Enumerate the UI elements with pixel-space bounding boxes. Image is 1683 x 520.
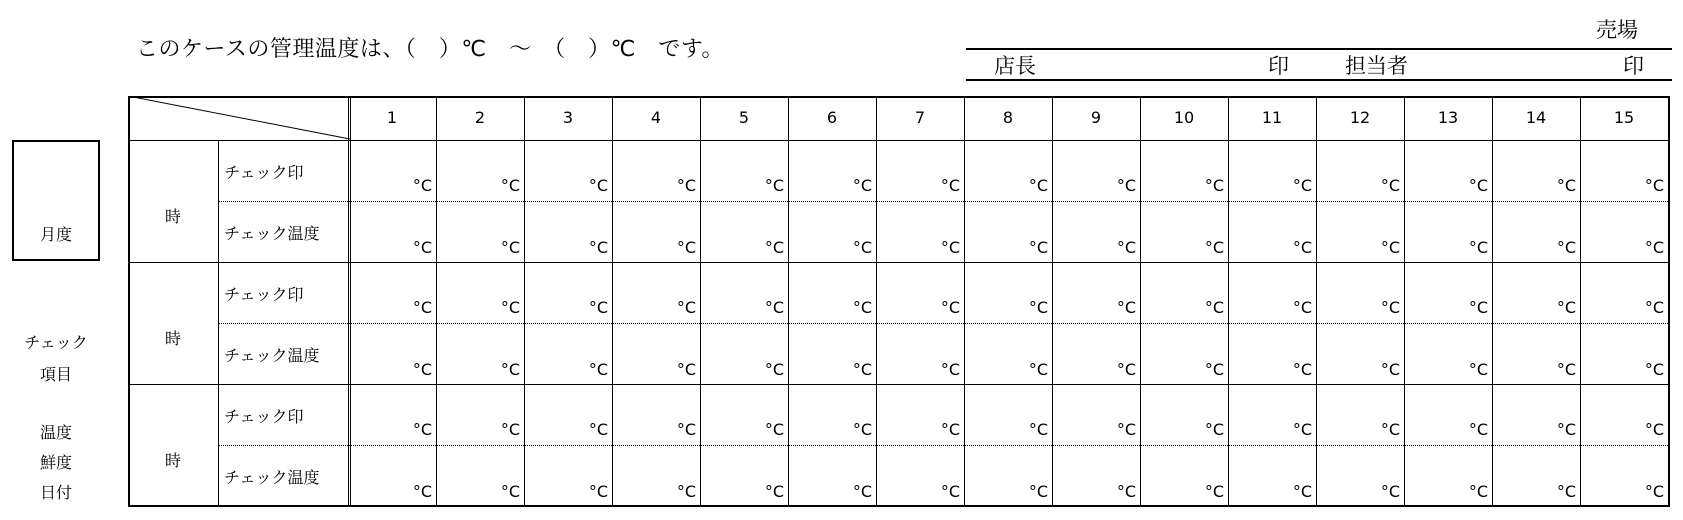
stamp-cell-degree[interactable]: °C	[676, 176, 696, 195]
stamp-cell-degree[interactable]: °C	[852, 420, 872, 439]
person-stamp-label: 印	[1623, 54, 1644, 78]
check-temperature-label: チェック温度	[224, 468, 320, 487]
stamp-cell-degree[interactable]: °C	[1028, 298, 1048, 317]
check-temperature-label: チェック温度	[224, 224, 320, 243]
temperature-cell-degree[interactable]: °C	[1292, 238, 1312, 257]
stamp-cell-degree[interactable]: °C	[940, 176, 960, 195]
stamp-cell-degree[interactable]: °C	[852, 176, 872, 195]
stamp-cell-degree[interactable]: °C	[1028, 176, 1048, 195]
temperature-cell-degree[interactable]: °C	[500, 482, 520, 501]
stamp-cell-degree[interactable]: °C	[1204, 176, 1224, 195]
day-column-divider	[1316, 96, 1317, 507]
temperature-cell-degree[interactable]: °C	[1292, 482, 1312, 501]
temperature-cell-degree[interactable]: °C	[1644, 360, 1664, 379]
temperature-cell-degree[interactable]: °C	[852, 360, 872, 379]
day-column-divider	[1140, 96, 1141, 507]
stamp-cell-degree[interactable]: °C	[1380, 298, 1400, 317]
stamp-cell-degree[interactable]: °C	[1204, 298, 1224, 317]
temperature-cell-degree[interactable]: °C	[1116, 482, 1136, 501]
temperature-cell-degree[interactable]: °C	[676, 238, 696, 257]
stamp-cell-degree[interactable]: °C	[412, 176, 432, 195]
temperature-cell-degree[interactable]: °C	[412, 360, 432, 379]
temperature-cell-degree[interactable]: °C	[676, 360, 696, 379]
stamp-cell-degree[interactable]: °C	[412, 298, 432, 317]
day-column-divider	[1052, 96, 1053, 507]
label-day-divider	[348, 96, 351, 507]
time-block-divider	[128, 384, 1670, 385]
temperature-cell-degree[interactable]: °C	[1028, 360, 1048, 379]
temperature-cell-degree[interactable]: °C	[412, 238, 432, 257]
hour-label: 時	[164, 329, 181, 348]
stamp-cell-degree[interactable]: °C	[1116, 298, 1136, 317]
temperature-cell-degree[interactable]: °C	[1468, 360, 1488, 379]
stamp-cell-degree[interactable]: °C	[1292, 420, 1312, 439]
temperature-cell-degree[interactable]: °C	[1292, 360, 1312, 379]
stamp-cell-degree[interactable]: °C	[1468, 298, 1488, 317]
day-header: 9	[1090, 108, 1102, 127]
signature-line-top	[966, 48, 1672, 50]
stamp-cell-degree[interactable]: °C	[852, 298, 872, 317]
stamp-cell-degree[interactable]: °C	[588, 298, 608, 317]
check-temperature-label: チェック温度	[224, 346, 320, 365]
stamp-cell-degree[interactable]: °C	[500, 176, 520, 195]
hour-column-divider	[218, 140, 219, 507]
hour-label: 時	[164, 451, 181, 470]
stamp-cell-degree[interactable]: °C	[1468, 176, 1488, 195]
temperature-cell-degree[interactable]: °C	[1644, 238, 1664, 257]
day-column-divider	[1228, 96, 1229, 507]
temperature-range-statement: このケースの管理温度は、（ ）℃ ～ （ ）℃ です。	[136, 37, 725, 62]
temperature-cell-degree[interactable]: °C	[500, 238, 520, 257]
day-header: 12	[1349, 108, 1371, 127]
stamp-cell-degree[interactable]: °C	[500, 298, 520, 317]
temperature-cell-degree[interactable]: °C	[1028, 482, 1048, 501]
signature-line-bottom	[966, 79, 1672, 81]
date-label: 日付	[39, 483, 72, 502]
day-column-divider	[1404, 96, 1405, 507]
stamp-cell-degree[interactable]: °C	[1116, 176, 1136, 195]
day-column-divider	[612, 96, 613, 507]
stamp-cell-degree[interactable]: °C	[412, 420, 432, 439]
stamp-cell-degree[interactable]: °C	[1204, 420, 1224, 439]
day-column-divider	[436, 96, 437, 507]
day-column-divider	[700, 96, 701, 507]
stamp-cell-degree[interactable]: °C	[1292, 298, 1312, 317]
temperature-cell-degree[interactable]: °C	[1556, 238, 1576, 257]
temperature-cell-degree[interactable]: °C	[764, 238, 784, 257]
check-item-label-line1: チェック	[24, 333, 88, 352]
stamp-cell-degree[interactable]: °C	[1380, 176, 1400, 195]
day-header: 13	[1437, 108, 1459, 127]
day-header: 11	[1261, 108, 1283, 127]
temperature-cell-degree[interactable]: °C	[1204, 482, 1224, 501]
check-stamp-label: チェック印	[224, 163, 304, 182]
temperature-cell-degree[interactable]: °C	[1204, 238, 1224, 257]
stamp-cell-degree[interactable]: °C	[1468, 420, 1488, 439]
check-stamp-label: チェック印	[224, 407, 304, 426]
stamp-cell-degree[interactable]: °C	[1556, 298, 1576, 317]
temperature-cell-degree[interactable]: °C	[940, 238, 960, 257]
temperature-cell-degree[interactable]: °C	[412, 482, 432, 501]
temperature-cell-degree[interactable]: °C	[1380, 482, 1400, 501]
temperature-cell-degree[interactable]: °C	[588, 238, 608, 257]
stamp-cell-degree[interactable]: °C	[1116, 420, 1136, 439]
day-column-divider	[964, 96, 965, 507]
manager-stamp-label: 印	[1268, 54, 1289, 78]
day-column-divider	[1492, 96, 1493, 507]
freshness-label: 鮮度	[39, 453, 72, 472]
person-in-charge-label: 担当者	[1345, 54, 1408, 78]
temperature-cell-degree[interactable]: °C	[1468, 238, 1488, 257]
day-header: 4	[650, 108, 662, 127]
stamp-cell-degree[interactable]: °C	[588, 420, 608, 439]
stamp-cell-degree[interactable]: °C	[940, 298, 960, 317]
day-column-divider	[876, 96, 877, 507]
stamp-cell-degree[interactable]: °C	[1028, 420, 1048, 439]
stamp-cell-degree[interactable]: °C	[764, 420, 784, 439]
temperature-cell-degree[interactable]: °C	[1380, 360, 1400, 379]
header-row-divider	[128, 140, 1670, 141]
check-item-label-line2: 項目	[39, 365, 72, 384]
day-header: 15	[1613, 108, 1635, 127]
day-header: 5	[738, 108, 750, 127]
temperature-cell-degree[interactable]: °C	[852, 482, 872, 501]
stamp-cell-degree[interactable]: °C	[1556, 176, 1576, 195]
temperature-cell-degree[interactable]: °C	[1468, 482, 1488, 501]
temperature-cell-degree[interactable]: °C	[588, 482, 608, 501]
temperature-cell-degree[interactable]: °C	[940, 482, 960, 501]
stamp-cell-degree[interactable]: °C	[676, 420, 696, 439]
month-label: 月度	[39, 225, 72, 244]
stamp-cell-degree[interactable]: °C	[588, 176, 608, 195]
temperature-cell-degree[interactable]: °C	[764, 360, 784, 379]
stamp-cell-degree[interactable]: °C	[764, 298, 784, 317]
temperature-cell-degree[interactable]: °C	[764, 482, 784, 501]
day-header: 3	[562, 108, 574, 127]
time-block-divider	[128, 262, 1670, 263]
store-manager-label: 店長	[994, 54, 1036, 78]
day-header: 7	[914, 108, 926, 127]
day-header: 10	[1173, 108, 1195, 127]
day-column-divider	[1580, 96, 1581, 507]
stamp-cell-degree[interactable]: °C	[764, 176, 784, 195]
day-header: 2	[474, 108, 486, 127]
day-header: 8	[1002, 108, 1014, 127]
temperature-cell-degree[interactable]: °C	[1204, 360, 1224, 379]
temperature-cell-degree[interactable]: °C	[588, 360, 608, 379]
temperature-cell-degree[interactable]: °C	[852, 238, 872, 257]
stamp-cell-degree[interactable]: °C	[1556, 420, 1576, 439]
day-column-divider	[788, 96, 789, 507]
header-diagonal-line	[128, 96, 352, 141]
stamp-cell-degree[interactable]: °C	[500, 420, 520, 439]
temperature-cell-degree[interactable]: °C	[1380, 238, 1400, 257]
stamp-cell-degree[interactable]: °C	[1380, 420, 1400, 439]
temperature-cell-degree[interactable]: °C	[1116, 238, 1136, 257]
temperature-cell-degree[interactable]: °C	[1556, 482, 1576, 501]
stamp-cell-degree[interactable]: °C	[676, 298, 696, 317]
sales-floor-label: 売場	[1596, 18, 1638, 42]
temperature-cell-degree[interactable]: °C	[940, 360, 960, 379]
hour-label: 時	[164, 207, 181, 226]
stamp-cell-degree[interactable]: °C	[1292, 176, 1312, 195]
day-header: 6	[826, 108, 838, 127]
stamp-cell-degree[interactable]: °C	[1644, 298, 1664, 317]
stamp-cell-degree[interactable]: °C	[1644, 176, 1664, 195]
temperature-cell-degree[interactable]: °C	[676, 482, 696, 501]
day-header: 1	[386, 108, 398, 127]
temperature-label: 温度	[39, 423, 72, 442]
stamp-cell-degree[interactable]: °C	[940, 420, 960, 439]
temperature-cell-degree[interactable]: °C	[1556, 360, 1576, 379]
temperature-cell-degree[interactable]: °C	[1116, 360, 1136, 379]
temperature-cell-degree[interactable]: °C	[1644, 482, 1664, 501]
temperature-cell-degree[interactable]: °C	[1028, 238, 1048, 257]
stamp-cell-degree[interactable]: °C	[1644, 420, 1664, 439]
temperature-cell-degree[interactable]: °C	[500, 360, 520, 379]
check-stamp-label: チェック印	[224, 285, 304, 304]
day-header: 14	[1525, 108, 1547, 127]
day-column-divider	[524, 96, 525, 507]
